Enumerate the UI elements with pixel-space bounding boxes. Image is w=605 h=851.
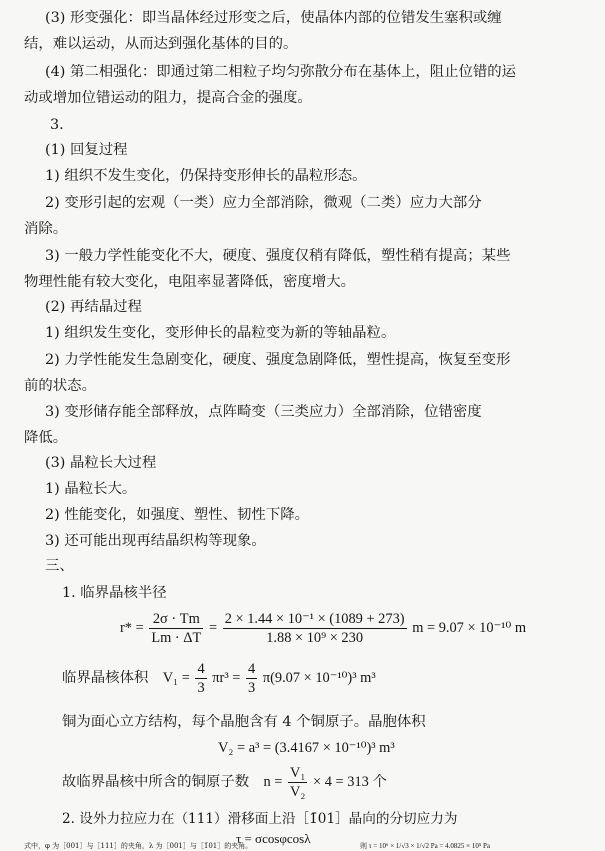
formula-part: n = [263,773,283,790]
formula-part: × [410,842,415,850]
fraction-denominator: √3 [401,842,409,850]
nucleus-volume-formula [62,660,376,697]
cell-volume-formula: V₂ = a³ = (3.4167 × 10⁻¹⁰)³ m³ [218,740,395,756]
text-line: 3) 变形储存能全部释放，点阵畸变（三类应力）全部消除，位错密度 [45,404,482,420]
text-line: 降低。 [24,430,68,446]
fraction-denominator: √2 [421,842,429,850]
fraction-numerator: 1 [416,842,420,850]
formula-part: m = 9.07 × 10⁻¹⁰ m [412,619,527,636]
text-line: 式中，φ 为［001］与［111］的夹角，λ 为［001］与［1̄01］的夹角。 [24,842,253,850]
text-line: 2) 变形引起的宏观（一类）应力全部消除，微观（二类）应力大部分 [45,195,482,211]
text-line: 2. 设外力拉应力在（111）滑移面上沿［1̄01］晶向的分切应力为 [62,811,458,827]
text-line: 1) 晶粒长大。 [45,481,137,497]
formula-label: 临界晶核体积 [62,669,149,686]
text-line: 1) 组织不发生变化，仍保持变形伸长的晶粒形态。 [45,168,367,184]
text-line: (4) 第二相强化：即通过第二相粒子均匀弥散分布在基体上，阻止位错的运 [45,64,517,80]
fraction-numerator: 1 [395,842,400,850]
text-line: 3. [50,117,64,133]
formula-part: r* = [120,619,144,636]
fraction-numerator: 4 [197,661,205,677]
text-line: 1) 组织发生变化，变形伸长的晶粒变为新的等轴晶粒。 [45,325,396,341]
text-line: 动或增加位错运动的阻力，提高合金的强度。 [24,90,312,106]
section-heading: 三、 [45,558,74,574]
text-line: 铜为面心立方结构，每个晶胞含有 4 个铜原子。晶胞体积 [62,714,426,730]
fraction [246,660,257,697]
fraction [195,660,206,697]
fraction-numerator: 4 [248,661,256,677]
atom-count-formula [62,764,387,801]
fraction [149,610,203,647]
section-heading: (3) 晶粒长大过程 [45,455,157,471]
text-line: 3) 一般力学性能变化不大，硬度、强度仅稍有降低，塑性稍有提高；某些 [45,248,511,264]
text-line: 结，难以运动，从而达到强化基体的目的。 [24,36,298,52]
fraction: 1/√2 [416,842,429,850]
text-line: 3) 还可能出现再结晶织构等现象。 [45,533,266,549]
formula-part: Pa = 4.0825 × 10⁵ Pa [430,842,491,850]
formula-part: V₁ = [162,669,190,686]
formula-label: 故临界晶核中所含的铜原子数 [62,773,250,790]
fraction [223,610,407,647]
fraction-denominator: Lm · ΔT [151,630,202,646]
fraction-numerator: V₁ [290,765,306,781]
shear-stress-result [360,842,490,850]
formula-part: τ = 10⁶ × [368,842,395,850]
fraction-denominator: 3 [197,680,205,696]
formula-part: π(9.07 × 10⁻¹⁰)³ m³ [262,669,376,686]
critical-radius-formula [120,610,526,647]
text-line: 消除。 [24,221,68,237]
fraction [288,764,307,801]
formula-part: × 4 = 313 个 [313,773,387,790]
fraction-denominator: 1.88 × 10⁹ × 230 [266,630,364,646]
formula-label: 则 [360,842,367,850]
fraction-denominator: 3 [248,680,256,696]
shear-stress-formula: τ = σcosφcosλ [236,831,311,846]
section-heading: (2) 再结晶过程 [45,299,142,315]
fraction-numerator: 2σ · Tm [149,610,203,629]
text-line: 2) 力学性能发生急剧变化，硬度、强度急剧降低，塑性提高，恢复至变形 [45,352,511,368]
text-line: 1. 临界晶核半径 [62,585,167,601]
text-line: 物理性能有较大变化，电阻率显著降低，密度增大。 [24,274,355,290]
fraction: 1/√3 [395,842,409,850]
fraction-denominator: V₂ [290,784,306,800]
fraction-numerator: 2 × 1.44 × 10⁻¹ × (1089 + 273) [224,611,405,627]
text-line: (3) 形变强化：即当晶体经过形变之后，使晶体内部的位错发生塞积或缠 [45,10,502,26]
section-heading: (1) 回复过程 [45,142,128,158]
text-line: 2) 性能变化，如强度、塑性、韧性下降。 [45,507,309,523]
formula-part: = [208,619,218,636]
formula-part: πr³ = [212,669,241,686]
text-line: 前的状态。 [24,378,96,394]
